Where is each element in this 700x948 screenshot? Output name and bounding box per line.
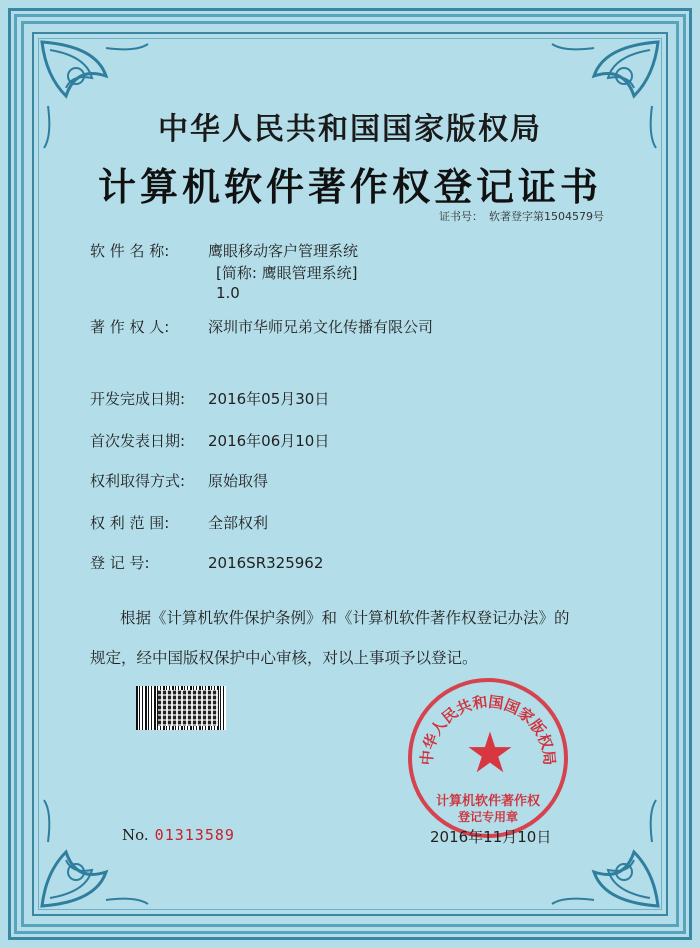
scope-value: 全部权利 — [208, 514, 269, 532]
owner-row — [90, 316, 433, 337]
statement-line2: 规定，经中国版权保护中心审核，对以上事项予以登记。 — [90, 649, 478, 667]
serial-number-value: 01313589 — [154, 826, 235, 844]
certificate-number — [439, 208, 604, 224]
acquire-label: 权利取得方式: — [90, 472, 186, 490]
registration-label: 登 记 号: — [90, 554, 150, 572]
seal-line1: 计算机软件著作权 — [435, 794, 540, 809]
dev-date-row — [90, 388, 329, 409]
certificate-number-value: 软著登字第1504579号 — [489, 210, 604, 223]
scope-label: 权 利 范 围: — [90, 514, 170, 532]
official-seal — [408, 678, 568, 838]
certificate-title: 计算机软件著作权登记证书 — [97, 164, 602, 209]
dev-date-value: 2016年05月30日 — [208, 390, 330, 408]
issuer-title: 中华人民共和国国家版权局 — [158, 112, 542, 147]
corner-ornament-icon — [36, 792, 156, 912]
publish-date-row — [90, 430, 329, 451]
svg-text:中华人民共和国国家版权局: 中华人民共和国国家版权局 — [417, 692, 559, 766]
software-name-label: 软 件 名 称: — [90, 242, 170, 260]
software-name-row — [90, 240, 358, 261]
owner-label: 著 作 权 人: — [90, 318, 170, 336]
issue-date: 2016年11月10日 — [430, 828, 552, 846]
acquire-row — [90, 470, 268, 491]
software-name-value: 鹰眼移动客户管理系统 — [208, 242, 359, 260]
star-icon: ★ — [464, 721, 516, 786]
owner-value: 深圳市华师兄弟文化传播有限公司 — [208, 318, 434, 336]
version-value: 1.0 — [216, 284, 240, 302]
serial-number-label: No. — [122, 826, 149, 844]
serial-number — [122, 826, 235, 844]
dev-date-label: 开发完成日期: — [90, 390, 186, 408]
acquire-value: 原始取得 — [208, 472, 269, 490]
publish-date-value: 2016年06月10日 — [208, 432, 330, 450]
certificate-number-label: 证书号： — [439, 210, 483, 223]
scope-row — [90, 512, 268, 533]
registration-value: 2016SR325962 — [208, 554, 324, 572]
short-name-value: [简称: 鹰眼管理系统] — [216, 264, 358, 282]
statement-line1: 根据《计算机软件保护条例》和《计算机软件著作权登记办法》的 — [120, 609, 570, 627]
publish-date-label: 首次发表日期: — [90, 432, 186, 450]
registration-row — [90, 552, 323, 573]
seal-line2: 登记专用章 — [457, 810, 518, 824]
statement-paragraph — [90, 598, 630, 678]
security-code — [158, 690, 218, 726]
